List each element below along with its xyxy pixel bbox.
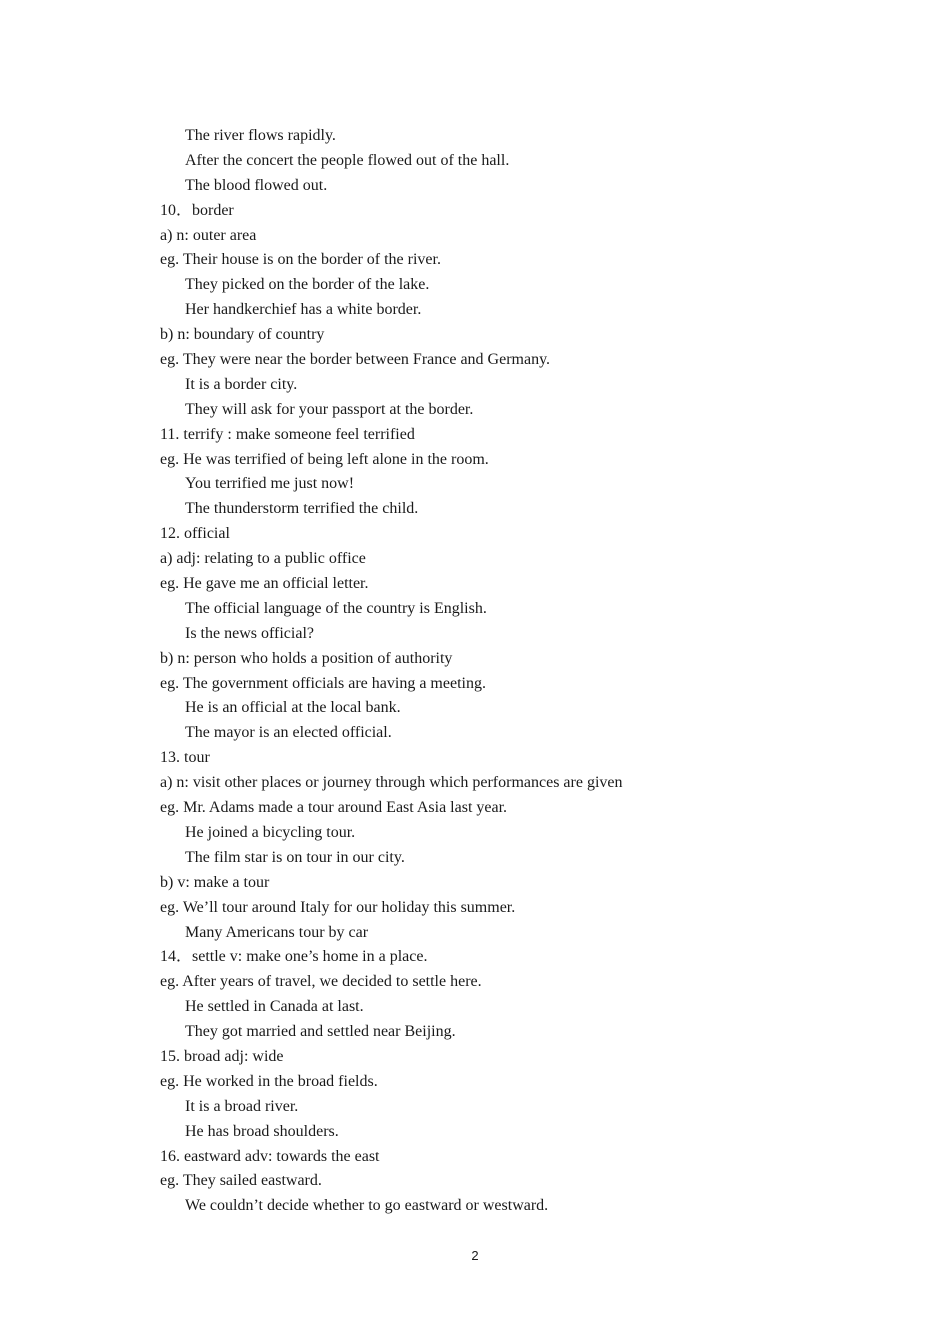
entry-line: 12. official: [160, 525, 230, 543]
example-sentence: Her handkerchief has a white border.: [185, 301, 422, 319]
entry-line: eg. After years of travel, we decided to settle here.: [160, 973, 482, 991]
entry-line: eg. They sailed eastward.: [160, 1172, 322, 1190]
example-sentence: He is an official at the local bank.: [185, 699, 401, 717]
entry-line: 11. terrify : make someone feel terrified: [160, 425, 415, 443]
entry-line: a) adj: relating to a public office: [160, 550, 366, 568]
entry-line: eg. He was terrified of being left alone in the room.: [160, 450, 489, 468]
entry-line: b) n: boundary of country: [160, 326, 325, 344]
example-sentence: You terrified me just now!: [185, 475, 355, 493]
entry-line: b) n: person who holds a position of authority: [160, 649, 453, 667]
document-body: [160, 124, 860, 1219]
entry-line: 16. eastward adv: towards the east: [160, 1147, 380, 1165]
example-sentence: It is a border city.: [185, 375, 298, 393]
example-sentence: They will ask for your passport at the border.: [185, 400, 474, 418]
entry-line: 13. tour: [160, 749, 210, 767]
example-sentence: They got married and settled near Beijing.: [185, 1023, 456, 1041]
example-sentence: Many Americans tour by car: [185, 923, 369, 941]
example-sentence: He settled in Canada at last.: [185, 998, 364, 1016]
example-sentence: Is the news official?: [185, 624, 314, 642]
entry-line: 14．settle v: make one’s home in a place.: [160, 948, 428, 966]
example-sentence: The blood flowed out.: [185, 176, 328, 194]
entry-line: 15. broad adj: wide: [160, 1047, 284, 1065]
entry-line: eg. Their house is on the border of the river.: [160, 251, 441, 269]
entry-line: eg. He gave me an official letter.: [160, 575, 369, 593]
example-sentence: The river flows rapidly.: [185, 127, 336, 144]
entry-line: eg. They were near the border between France and Germany.: [160, 351, 551, 369]
example-sentence: It is a broad river.: [185, 1097, 299, 1115]
example-sentence: They picked on the border of the lake.: [185, 276, 430, 294]
entry-line: eg. We’ll tour around Italy for our holiday this summer.: [160, 898, 516, 916]
entry-line: eg. He worked in the broad fields.: [160, 1072, 378, 1090]
example-sentence: The thunderstorm terrified the child.: [185, 500, 419, 518]
example-sentence: The mayor is an elected official.: [185, 724, 392, 742]
entry-line: a) n: outer area: [160, 226, 257, 244]
example-sentence: The film star is on tour in our city.: [185, 848, 405, 866]
example-sentence: He joined a bicycling tour.: [185, 823, 356, 841]
entry-line: a) n: visit other places or journey through which performances are given: [160, 774, 623, 792]
entry-line: eg. The government officials are having a meeting.: [160, 674, 486, 692]
page-number: 2: [471, 1248, 479, 1263]
entry-line: eg. Mr. Adams made a tour around East Asia last year.: [160, 799, 508, 817]
example-sentence: The official language of the country is English.: [185, 599, 487, 617]
example-sentence: After the concert the people flowed out of the hall.: [185, 151, 510, 169]
example-sentence: He has broad shoulders.: [185, 1122, 339, 1140]
example-sentence: We couldn’t decide whether to go eastward or westward.: [185, 1197, 549, 1215]
entry-line: 10．border: [160, 201, 234, 219]
entry-line: b) v: make a tour: [160, 873, 270, 891]
